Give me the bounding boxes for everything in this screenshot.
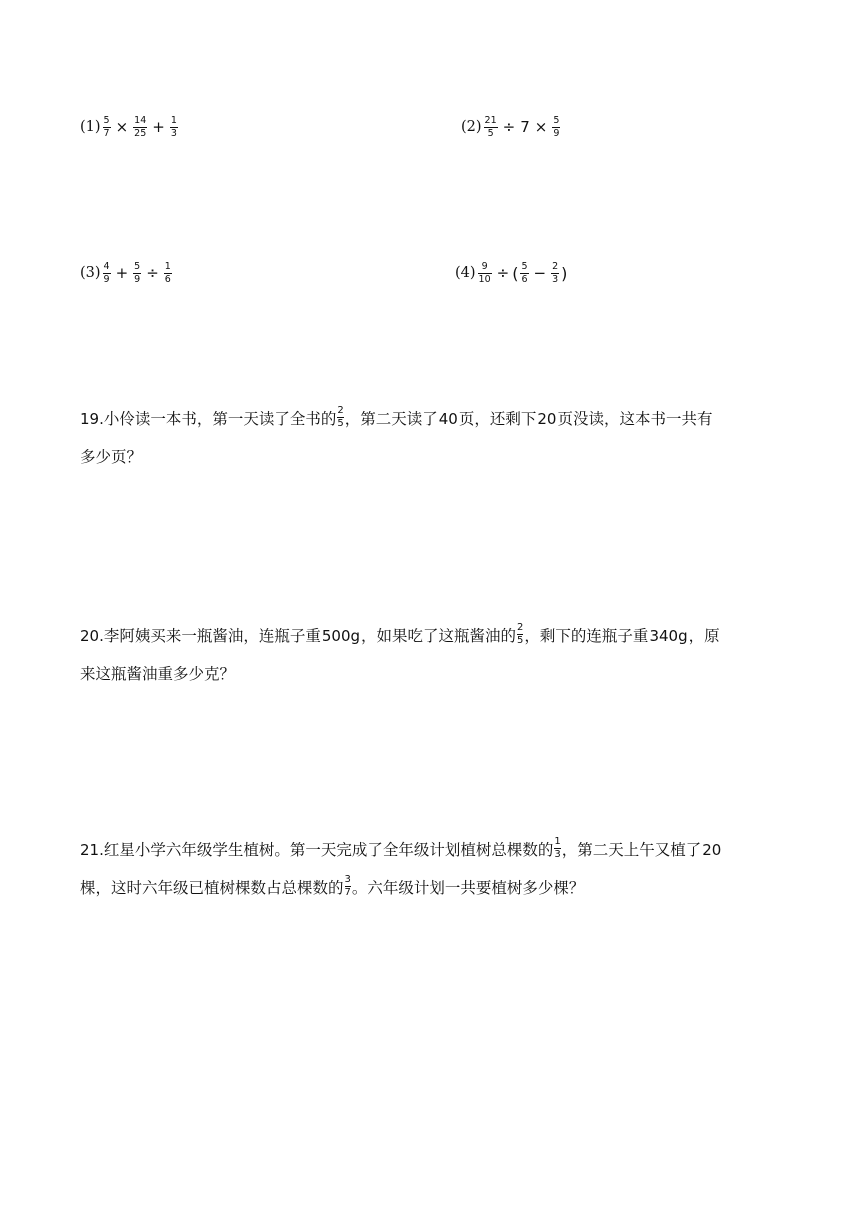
calc-item-1 (80, 116, 180, 138)
fraction-numerator: 9 (481, 261, 488, 272)
problem-value: 40 (438, 410, 458, 428)
calc-label: (4) (455, 265, 476, 281)
problem-text: ，第二天读了 (344, 410, 438, 428)
fraction-denominator: 5 (517, 634, 524, 646)
problem-value: 340g (649, 627, 688, 645)
question-number: 19. (80, 410, 104, 428)
fraction (337, 406, 343, 429)
problem-line (80, 617, 780, 655)
fraction-numerator: 14 (134, 115, 147, 126)
operator: ÷ (502, 118, 516, 136)
fraction (164, 262, 172, 284)
fraction (517, 623, 523, 646)
fraction (103, 262, 111, 284)
operator: × (115, 118, 129, 136)
fraction-denominator: 25 (134, 127, 147, 139)
problem-text: 李阿姨买来一瓶酱油，连瓶子重 (103, 627, 321, 645)
calc-label: (1) (80, 119, 101, 135)
fraction-numerator: 3 (344, 873, 351, 885)
fraction (133, 262, 141, 284)
fraction (133, 116, 147, 138)
fraction-denominator: 6 (521, 273, 528, 285)
fraction-denominator: 9 (103, 273, 110, 285)
fraction-numerator: 5 (103, 115, 110, 126)
fraction-numerator: 2 (517, 621, 524, 633)
calc-item-3 (80, 262, 174, 284)
fraction-denominator: 10 (478, 273, 491, 285)
problem-text: 来这瓶酱油重多少克？ (80, 665, 236, 683)
problem-line (80, 400, 780, 438)
parenthesis: ) (561, 263, 568, 283)
fraction-numerator: 5 (521, 261, 528, 272)
fraction-numerator: 5 (553, 115, 560, 126)
problem-line (80, 655, 780, 693)
fraction-denominator: 5 (487, 127, 494, 139)
problem-text: ，原 (688, 627, 720, 645)
problem-text: ，如果吃了这瓶酱油的 (361, 627, 517, 645)
operator: − (533, 264, 547, 282)
problem-value: 500g (321, 627, 361, 645)
fraction (345, 875, 351, 898)
fraction-numerator: 21 (484, 115, 497, 126)
operator: + (115, 264, 129, 282)
fraction-numerator: 5 (134, 261, 141, 272)
problem-19 (80, 400, 780, 476)
fraction-denominator: 7 (103, 127, 110, 139)
problem-value: 20 (537, 410, 557, 428)
fraction (103, 116, 111, 138)
question-number: 20. (80, 627, 104, 645)
problem-text: 页，还剩下 (458, 410, 537, 428)
fraction (554, 837, 560, 860)
fraction (552, 116, 560, 138)
parenthesis: ( (512, 263, 519, 283)
problem-line (80, 831, 780, 869)
fraction-numerator: 1 (554, 835, 561, 847)
fraction (551, 262, 559, 284)
problem-line (80, 438, 780, 476)
operator: ÷ (496, 264, 510, 282)
problem-text: 棵，这时六年级已植树棵数占总棵数的 (80, 879, 344, 897)
fraction (478, 262, 492, 284)
problem-text: 页没读，这本书一共有 (557, 410, 713, 428)
problem-text: 红星小学六年级学生植树。第一天完成了全年级计划植树总棵数的 (103, 841, 554, 859)
problem-line (80, 869, 780, 907)
fraction-denominator: 5 (337, 417, 344, 429)
problem-value: 20 (702, 841, 722, 859)
fraction-denominator: 9 (553, 127, 560, 139)
fraction-denominator: 3 (552, 273, 559, 285)
fraction-denominator: 9 (134, 273, 141, 285)
fraction-numerator: 2 (552, 261, 559, 272)
problem-text: ，剩下的连瓶子重 (524, 627, 649, 645)
fraction-denominator: 7 (344, 886, 351, 898)
calc-label: (2) (461, 119, 482, 135)
problem-20 (80, 617, 780, 693)
operator: ÷ (146, 264, 159, 282)
fraction-numerator: 1 (164, 261, 171, 272)
operator: × (534, 118, 548, 136)
operator: + (152, 118, 165, 136)
fraction-denominator: 3 (554, 848, 561, 860)
fraction-denominator: 3 (170, 127, 177, 139)
fraction-numerator: 4 (103, 261, 110, 272)
problem-text: 多少页？ (80, 448, 143, 466)
integer: 7 (520, 118, 530, 136)
fraction-denominator: 6 (164, 273, 171, 285)
problem-text: ，第二天上午又植了 (561, 841, 702, 859)
problem-21 (80, 831, 780, 907)
problem-text: 。六年级计划一共要植树多少棵？ (351, 879, 585, 897)
problem-text: 小伶读一本书，第一天读了全书的 (103, 410, 337, 428)
calc-item-2 (461, 116, 562, 138)
fraction-numerator: 1 (170, 115, 177, 126)
fraction (520, 262, 528, 284)
fraction-numerator: 2 (337, 404, 344, 416)
fraction (170, 116, 178, 138)
question-number: 21. (80, 841, 104, 859)
fraction (484, 116, 498, 138)
calc-label: (3) (80, 265, 101, 281)
calc-item-4 (455, 262, 567, 284)
